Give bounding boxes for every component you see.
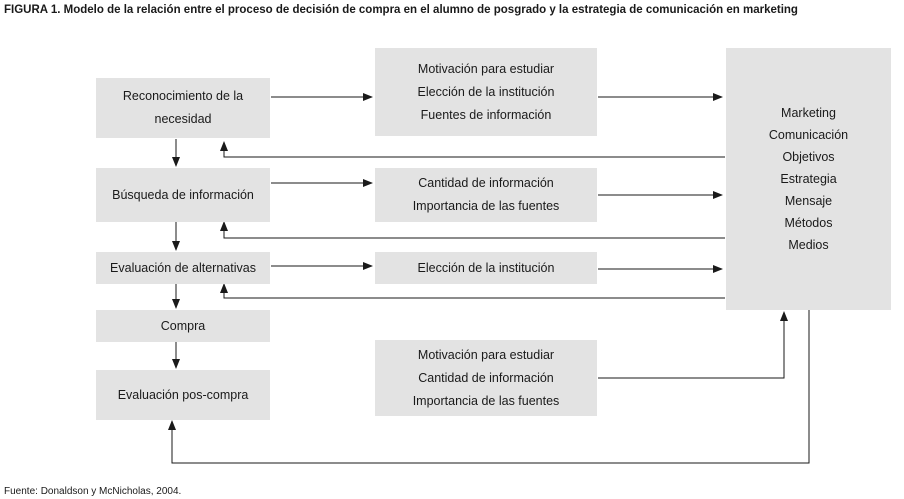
factor-line: Motivación para estudiar: [417, 347, 555, 362]
feedback-arrow-busqueda: [224, 222, 725, 238]
stage-evaluacion-alternativas-box: [96, 252, 270, 284]
source-note: Fuente: Donaldson y McNicholas, 2004.: [4, 486, 182, 497]
factors-box-2: [375, 168, 597, 222]
arrow-factors4-to-strategy: [598, 312, 784, 378]
stage-label-line: Búsqueda de información: [112, 187, 254, 202]
stage-label-line: necesidad: [154, 112, 212, 126]
stage-busqueda-box: [96, 168, 270, 222]
strategy-line: Marketing: [781, 106, 836, 120]
factor-line: Importancia de las fuentes: [412, 393, 560, 408]
factor-line: Cantidad de información: [418, 176, 554, 190]
stage-pos-compra-box: [96, 370, 270, 420]
strategy-box: [726, 48, 891, 310]
stage-label-line: Evaluación de alternativas: [110, 260, 256, 275]
stage-label-line: Compra: [160, 318, 206, 333]
factors-box-1: [375, 48, 597, 136]
figure-label: FIGURA 1.: [4, 4, 61, 16]
stage-label-line: Evaluación pos-compra: [117, 387, 249, 402]
figure-title-text: Modelo de la relación entre el proceso de decisión de compra en el alumno de posgrado y la estrategia de comunicación en marketing: [63, 4, 798, 16]
strategy-line: Estrategia: [780, 172, 837, 186]
strategy-line: Métodos: [784, 216, 833, 230]
strategy-line: Objetivos: [782, 150, 835, 164]
feedback-arrow-evaluacion: [224, 284, 725, 298]
strategy-line: Mensaje: [784, 194, 833, 208]
factor-line: Motivación para estudiar: [417, 61, 555, 76]
factor-line: Elección de la institución: [417, 84, 555, 99]
factor-line: Elección de la institución: [417, 260, 555, 275]
stage-label-line: Reconocimiento de la: [122, 89, 244, 103]
strategy-line: Medios: [788, 238, 829, 252]
factor-line: Importancia de las fuentes: [412, 199, 560, 213]
factors-box-3: [375, 252, 597, 284]
factors-box-4: [375, 340, 597, 416]
factor-line: Cantidad de información: [418, 370, 554, 385]
stage-reconocimiento-box: [96, 78, 270, 138]
feedback-arrow-reconocimiento: [224, 142, 725, 157]
factor-line: Fuentes de información: [420, 107, 552, 122]
strategy-line: Comunicación: [768, 128, 849, 142]
stage-compra-box: [96, 310, 270, 342]
